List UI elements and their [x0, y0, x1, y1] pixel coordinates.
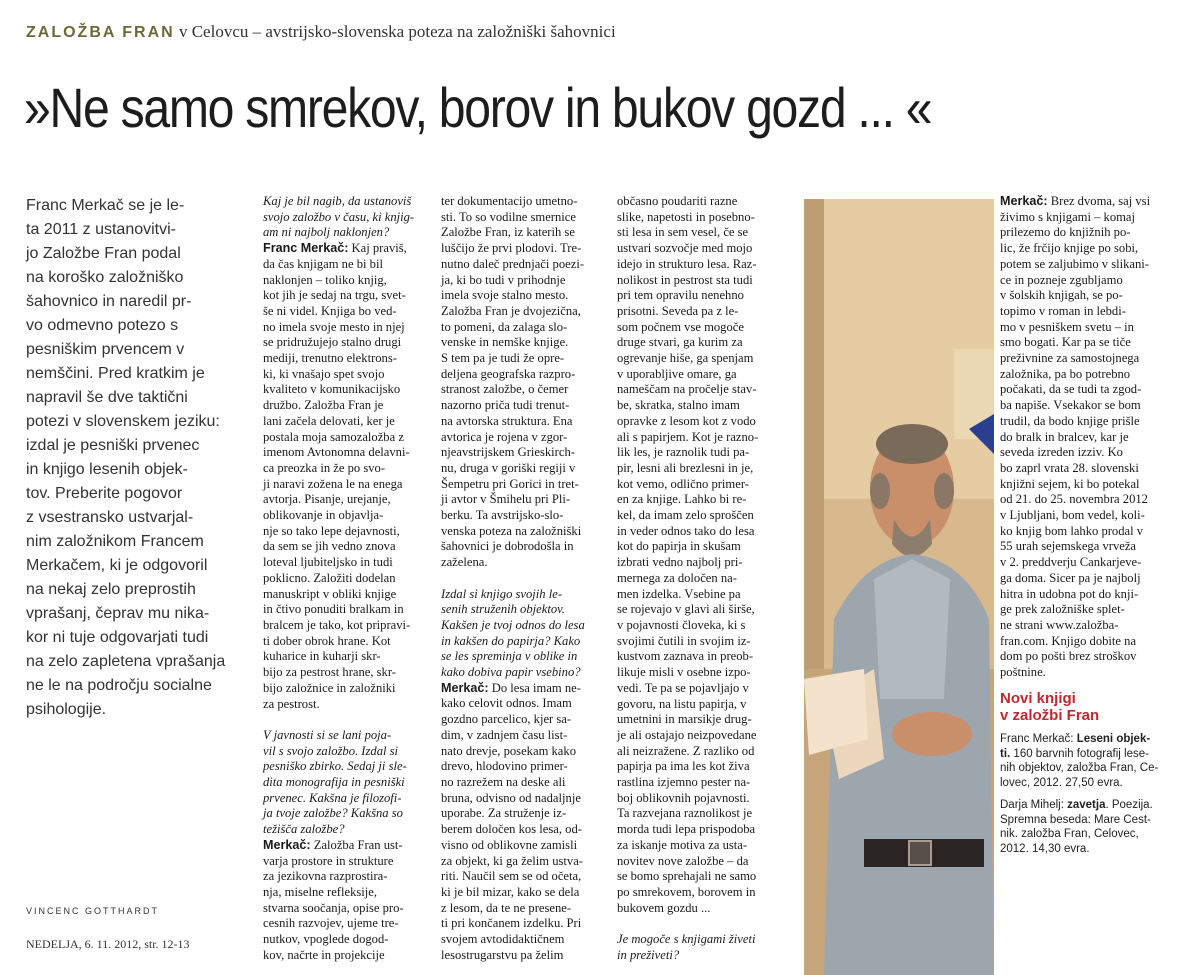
- speaker-label: Merkač:: [1000, 194, 1048, 208]
- page-footer: NEDELJA, 6. 11. 2012, str. 12-13: [26, 937, 190, 951]
- headline: »Ne samo smrekov, borov in bukov gozd ... «: [24, 76, 932, 139]
- text-line: berem določen kos lesa, od-: [441, 822, 582, 837]
- text-line: opravke z lesom kot z vodo: [617, 413, 756, 428]
- portrait-illustration: [804, 199, 994, 975]
- text-line: ge prek založniške splet-: [1000, 602, 1125, 617]
- text-line: postala moja samozaložba z: [263, 429, 404, 444]
- text-line: riti. Naučil sem se od očeta,: [441, 869, 582, 884]
- question-line: senih struženih objektov.: [441, 602, 565, 617]
- question-line: Kaj je bil nagib, da ustanoviš: [263, 194, 412, 208]
- text-line: ne strani www.založba-: [1000, 617, 1119, 632]
- text-line: potem se zaljubimo v slikani-: [1000, 256, 1149, 271]
- intro-line: nim založnikom Francem: [26, 533, 204, 550]
- intro-line: na zelo zapletena vprašanja: [26, 653, 226, 670]
- text-line: je ali ostajajo neizpovedane: [617, 727, 757, 742]
- intro-line: kor ni tuje odgovarjati tudi: [26, 629, 209, 646]
- text-line: imenom Avtonomna delavni-: [263, 445, 410, 460]
- book-title: Leseni objek-: [1076, 733, 1151, 745]
- text-line: njeavstrijskem Grieskirch-: [441, 445, 575, 460]
- text-line: mo v pesniškem svetu – in: [1000, 319, 1134, 334]
- question-line: dita monografija in pesniški: [263, 775, 405, 789]
- intro-line: z vsestransko ustvarjal-: [26, 509, 194, 526]
- intro-line: ta 2011 z ustanovitvi-: [26, 221, 177, 238]
- intro-line: pesniškim prvencem v: [26, 341, 185, 358]
- question-line: prvenec. Kakšna je filozofi-: [263, 790, 402, 805]
- text-line: bruna, odvisno od nadaljnje: [441, 790, 581, 805]
- text-line: prilezemo do knjižnih po-: [1000, 225, 1131, 240]
- text-line: lani začela delovati, ker je: [263, 413, 395, 428]
- text-fragment: Franc Merkač:: [1000, 733, 1077, 745]
- book-line: [1000, 827, 1172, 842]
- text-line: men izdelka. Vsebine pa: [617, 586, 741, 601]
- intro-line: psihologije.: [26, 701, 107, 718]
- text-line: počakati, da se tudi ta zgod-: [1000, 382, 1142, 397]
- text-line: pir, lesni ali brezlesni in je,: [617, 460, 754, 475]
- text-line: občasno poudariti razne: [617, 194, 738, 208]
- text-line: 55 urah sejemskega vrveža: [1000, 539, 1137, 554]
- text-line: nato drevje, posekam kako: [441, 743, 576, 758]
- question-line: težišča založbe?: [263, 822, 345, 837]
- text-line: po smrekovem, borovem in: [617, 884, 756, 899]
- text-line: bo zaprl vrata 28. slovenski: [1000, 460, 1139, 475]
- text-line: Založbe Fran, iz katerih se: [441, 225, 575, 240]
- text-line: za pestrost.: [263, 696, 320, 711]
- intro-paragraph: [26, 194, 226, 722]
- text-line: ali s papirjem. Kot je razno-: [617, 429, 759, 444]
- text-line: ali neizražene. Z razliko od: [617, 743, 755, 758]
- text-line: deljena geografska razpro-: [441, 366, 576, 381]
- text-line: berku. Ta avstrijsko-slo-: [441, 508, 564, 523]
- text-line: za iskanje motiva za usta-: [617, 837, 748, 852]
- text-line: fran.com. Knjigo dobite na: [1000, 633, 1137, 648]
- text-line: ji avtor v Šmihelu pri Pli-: [441, 492, 571, 507]
- text-line: idejo in strukturo lesa. Raz-: [617, 256, 757, 271]
- article-column-4: [1000, 194, 1172, 681]
- text-line: za jezikovna razprostira-: [263, 869, 388, 884]
- book-title: ti.: [1000, 747, 1011, 760]
- book-title: zavetja: [1067, 799, 1106, 811]
- intro-line: nemščini. Pred kratkim je: [26, 365, 205, 382]
- text-line: kot vemo, odlično primer-: [617, 476, 749, 491]
- book-line: [1000, 798, 1172, 813]
- text-line: sti. To so vodilne smernice: [441, 209, 576, 224]
- text-line: ko knjig bom lahko prodal v: [1000, 523, 1144, 538]
- text-line: nazorno priča tudi trenut-: [441, 398, 570, 413]
- book-line: [1000, 761, 1172, 776]
- text-line: živimo s knjigami – komaj: [1000, 209, 1136, 224]
- text-line: ogrevanje hiše, ga spenjam: [617, 351, 754, 366]
- text-line: ja, ki bo tudi v prihodnje: [441, 272, 566, 287]
- text-line: venska poteza na založniški: [441, 523, 582, 538]
- text-line: to pomeni, da zalaga slo-: [441, 319, 568, 334]
- text-line: S tem pa je tudi že opre-: [441, 351, 565, 366]
- byline: VINCENC GOTTHARDT: [26, 906, 159, 916]
- text-line: založnika, pa bo potrebno: [1000, 366, 1131, 381]
- text-line: nu, druga v goriški regiji v: [441, 460, 576, 475]
- text-line: Ta razvejana raznolikost je: [617, 806, 753, 821]
- text-line: slike, napetosti in posebno-: [617, 209, 755, 224]
- book-entry-zavetja: [1000, 798, 1172, 856]
- question-line: V javnosti si se lani poja-: [263, 727, 392, 742]
- new-books-title: [1000, 690, 1172, 724]
- text-line: kot do papirja in skušam: [617, 539, 741, 554]
- text-line: nolikost in pestrost sta tudi: [617, 272, 753, 287]
- question-line: Kakšen je tvoj odnos do lesa: [441, 617, 585, 632]
- intro-line: Franc Merkač se je le-: [26, 197, 185, 214]
- text-line: šahovnici je dobrodošla in: [441, 539, 574, 554]
- question-line: ja tvoje založbe? Kakšna so: [263, 806, 403, 821]
- text-line: v Ljubljani, bom vedel, koli-: [1000, 508, 1145, 523]
- text-line: en za knjige. Lahko bi re-: [617, 492, 747, 507]
- text-line: topimo v roman in lebdi-: [1000, 303, 1126, 318]
- article-column-1: [263, 194, 433, 963]
- text-line: avtorica je rojena v zgor-: [441, 429, 568, 444]
- text-line: ce in pozneje zgubljamo: [1000, 272, 1123, 287]
- paragraph-gap: [617, 916, 797, 932]
- text-line: mernega za določen na-: [617, 570, 737, 585]
- portrait-photo: [804, 199, 994, 975]
- text-line: kvaliteto v komunikacijsko: [263, 382, 401, 397]
- text-line: in veder odnos tako do lesa: [617, 523, 755, 538]
- book-line: [1000, 776, 1172, 791]
- text-line: bralcem je tako, kot pripravi-: [263, 617, 411, 632]
- text-line: prisotni. Seveda pa z le-: [617, 303, 739, 318]
- text-line: kov, načrte in projekcije: [263, 947, 385, 962]
- question-line: se les spreminja v oblike in: [441, 649, 578, 664]
- intro-line: vprašanj, čeprav mu nika-: [26, 605, 210, 622]
- text-line: varja prostore in strukture: [263, 853, 394, 868]
- text-line: knjižni sejem, ki bo potekal: [1000, 476, 1140, 491]
- text-line: na avtorska struktura. Ena: [441, 413, 573, 428]
- question-line: vil s svojo založbo. Izdal si: [263, 743, 399, 758]
- text-line: Šempetru pri Gorici in tret-: [441, 476, 579, 491]
- title-line: Novi knjigi: [1000, 690, 1076, 707]
- intro-line: na nekaj zelo preprostih: [26, 581, 196, 598]
- text-line: nutno daleč prednjači poezi-: [441, 256, 585, 271]
- kicker-text: v Celovcu – avstrijsko-slovenska poteza na založniški šahovnici: [174, 22, 616, 41]
- article-column-3: [617, 194, 797, 963]
- text-line: boj oblikovnih pojavnosti.: [617, 790, 750, 805]
- text-line: izbrati vedno najbolj pri-: [617, 555, 743, 570]
- text-line: Založba Fran je dvojezična,: [441, 303, 581, 318]
- speaker-label: Merkač:: [441, 680, 489, 695]
- text-line: ti dober obrok hrane. Kot: [263, 633, 391, 648]
- book-line: [1000, 747, 1172, 762]
- text-line: pri tem opravilu nenehno: [617, 288, 744, 303]
- text-line: vedi. Te pa se pojavljajo v: [617, 680, 749, 695]
- text-line: dim, v zadnjem času list-: [441, 727, 568, 742]
- book-line: [1000, 842, 1172, 857]
- text-line: lik les, je raznolik tudi pa-: [617, 445, 750, 460]
- text-line: kot jih je sedaj na trgu, svet-: [263, 288, 406, 303]
- text-line: kako celovit odnos. Imam: [441, 696, 572, 711]
- text-line: venske in nemške knjige.: [441, 335, 569, 350]
- text-line: lesostrugarstvu pa želim: [441, 947, 564, 962]
- text-line: ki je bil mizar, kako se dela: [441, 884, 580, 899]
- text-line: mediji, trenutno elektrons-: [263, 351, 397, 366]
- text-line: likuje misli v osebne izpo-: [617, 665, 751, 680]
- text-line: in čtivo ponuditi bralkam in: [263, 602, 404, 617]
- text-line: nje so tako lepe dejavnosti,: [263, 523, 400, 538]
- text-line: visno od oblikovne zamisli: [441, 837, 578, 852]
- text-line: cesnih razvojev, ujeme tre-: [263, 916, 399, 931]
- text-line: smo bogati. Kar pa se tiče: [1000, 335, 1131, 350]
- text-line: nja, miselne refleksije,: [263, 884, 378, 899]
- text-line: rastlina izjemno pester na-: [617, 775, 751, 790]
- text-line: imela svoje stalno mesto.: [441, 288, 569, 303]
- text-line: se rojevajo v glavi ali širše,: [617, 602, 755, 617]
- text-line: naklonjen – toliko knjig,: [263, 272, 387, 287]
- text-line: papirja pa ima les kot živa: [617, 759, 750, 774]
- text-line: svojimi čutili in svojim iz-: [617, 633, 751, 648]
- text-line: svojem avtodidaktičnem: [441, 932, 565, 947]
- text-line: umetnini in marsikje drug-: [617, 712, 752, 727]
- book-entry-leseni-objekti: [1000, 732, 1172, 790]
- text-line: uporabe. Za struženje iz-: [441, 806, 567, 821]
- text-line: [263, 838, 433, 854]
- intro-line: vo odmevno potezo s: [26, 317, 179, 334]
- text-fragment: Darja Mihelj:: [1000, 799, 1068, 811]
- question-line: in kakšen do papirja? Kako: [441, 633, 581, 648]
- text-line: se bomo sprehajali ne samo: [617, 869, 757, 884]
- question-line: svojo založbo v času, ki knjig-: [263, 209, 415, 224]
- text-fragment: . Poezija.: [1105, 799, 1153, 811]
- text-line: gozdno parcelico, kjer sa-: [441, 712, 572, 727]
- text-line: da sem se jih vedno znova: [263, 539, 396, 554]
- paragraph-gap: [263, 712, 433, 728]
- text-line: nameščam na pročelje stav-: [617, 382, 757, 397]
- text-line: v pojavnosti človeka, ki s: [617, 617, 746, 632]
- intro-line: Merkačem, ki je odgovoril: [26, 557, 208, 574]
- text-line: da čas knjigam ne bi bil: [263, 256, 383, 271]
- book-line: [1000, 732, 1172, 747]
- text-line: kustvom zaznava in preob-: [617, 649, 754, 664]
- question-line: Je mogoče s knjigami živeti: [617, 932, 756, 947]
- book-line: [1000, 813, 1172, 828]
- text-line: sti lesa in sem vesel, če se: [617, 225, 749, 240]
- question-line: Izdal si knjigo svojih le-: [441, 586, 563, 601]
- text-line: z lesom, da te ne presene-: [441, 900, 572, 915]
- kicker-brand: ZALOŽBA FRAN: [26, 24, 175, 41]
- intro-line: tov. Preberite pogovor: [26, 485, 183, 502]
- text-line: morda tudi lepa prispodoba: [617, 822, 756, 837]
- text-line: no razrežem na deske ali: [441, 775, 566, 789]
- text-line: bukovem gozdu ...: [617, 900, 711, 915]
- intro-line: jo Založbe Fran podal: [26, 245, 181, 262]
- text-fragment: 160 barvnih fotografij lese-: [1010, 747, 1149, 760]
- text-line: se pridružujejo stalno drugi: [263, 335, 402, 350]
- question-line: in preživeti?: [617, 947, 680, 962]
- intro-line: in knjigo lesenih objek-: [26, 461, 188, 478]
- text-line: družbo. Založba Fran je: [263, 398, 384, 413]
- text-fragment: Brez dvoma, saj vsi: [1047, 194, 1151, 208]
- text-line: v uporabljive omare, ga: [617, 366, 737, 381]
- text-fragment: Kaj praviš,: [348, 241, 407, 256]
- text-line: poštnine.: [1000, 665, 1046, 680]
- intro-line: ne le na področju socialne: [26, 677, 212, 694]
- text-line: v 2. preddverju Cankarjeve-: [1000, 555, 1142, 570]
- kicker: [26, 22, 616, 42]
- text-line: loteval ljubiteljsko in tudi: [263, 555, 393, 570]
- text-line: trudil, da bodo knjige prišle: [1000, 413, 1140, 428]
- text-line: zaželena.: [441, 555, 488, 570]
- question-line: am ni najbolj naklonjen?: [263, 225, 390, 240]
- text-line: [1000, 194, 1172, 210]
- text-fragment: Založba Fran ust-: [310, 837, 403, 852]
- text-line: avtorja. Pisanje, urejanje,: [263, 492, 391, 507]
- text-fragment: lovec, 2012. 27,50 evra.: [1000, 776, 1123, 789]
- text-line: za objekt, ki ga želim ustva-: [441, 853, 583, 868]
- text-line: manuskript v obliki knjige: [263, 586, 397, 601]
- text-line: v šolskih knjigah, se po-: [1000, 288, 1123, 303]
- text-line: ti pri končanem izdelku. Pri: [441, 916, 582, 931]
- text-fragment: Do lesa imam ne-: [488, 680, 581, 695]
- text-line: drevo, hlodovino primer-: [441, 759, 568, 774]
- text-line: oblikovanje in objavlja-: [263, 508, 384, 523]
- text-fragment: nik. založba Fran, Celovec,: [1000, 828, 1139, 840]
- intro-line: izdal je pesniški prvenec: [26, 437, 200, 454]
- text-line: be, skratka, stalno imam: [617, 398, 740, 413]
- text-line: stranost založbe, o čemer: [441, 382, 569, 397]
- text-line: še ni videl. Knjiga bo ved-: [263, 303, 397, 318]
- text-fragment: nih objektov, založba Fran, Ce-: [1000, 762, 1159, 774]
- text-line: poklicno. Založiti dodelan: [263, 570, 396, 585]
- question-line: pesniško zbirko. Sedaj ji sle-: [263, 759, 407, 774]
- text-line: [441, 681, 606, 697]
- text-line: ustvari sozvočje med mojo: [617, 241, 753, 256]
- intro-line: potezi v slovenskem jeziku:: [26, 413, 220, 430]
- speaker-label: Franc Merkač:: [263, 241, 349, 256]
- speaker-label: Merkač:: [263, 837, 311, 852]
- text-line: od 21. do 25. novembra 2012: [1000, 492, 1148, 507]
- paragraph-gap: [441, 571, 606, 587]
- text-line: ter dokumentacijo umetno-: [441, 194, 578, 208]
- text-line: kel, da imam zelo sproščen: [617, 508, 754, 523]
- text-line: stvarna soočanja, opise pro-: [263, 900, 404, 915]
- text-line: bijo založnice in založniki: [263, 680, 396, 695]
- article-column-2: [441, 194, 606, 963]
- text-line: seveda izreden izziv. Ko: [1000, 445, 1123, 460]
- text-line: dom po pošti brez stroškov: [1000, 649, 1137, 664]
- text-line: no imela svoje mesto in njej: [263, 319, 405, 334]
- text-line: ca preozka in že po svo-: [263, 460, 386, 475]
- text-line: som počnem vse mogoče: [617, 319, 744, 334]
- text-fragment: 2012. 14,30 evra.: [1000, 842, 1090, 855]
- intro-line: napravil še dve taktični: [26, 389, 188, 406]
- text-line: ki, ki vnašajo spet svojo: [263, 366, 385, 381]
- text-line: novitev nove založbe – da: [617, 853, 749, 868]
- text-line: nutkov, vpoglede dogod-: [263, 932, 389, 947]
- text-line: ga doma. Sicer pa je najbolj: [1000, 570, 1141, 585]
- text-line: kuharice in kuharji skr-: [263, 649, 381, 664]
- new-books-box: [1000, 690, 1172, 856]
- title-line: v založbi Fran: [1000, 707, 1100, 724]
- text-line: druge stvari, ga kurim za: [617, 335, 743, 350]
- text-line: govoru, na listu papirja, v: [617, 696, 747, 711]
- text-fragment: Spremna beseda: Mare Cest-: [1000, 813, 1151, 826]
- text-line: luščijo že prvi plodovi. Tre-: [441, 241, 582, 256]
- text-line: hitra in udobna pot do knji-: [1000, 586, 1139, 601]
- text-line: lic, že frčijo knjige po sobi,: [1000, 241, 1139, 256]
- text-line: [263, 241, 433, 257]
- text-line: ba napiše. Vsekakor se bom: [1000, 398, 1141, 413]
- question-line: kako dobiva papir vsebino?: [441, 665, 581, 680]
- text-line: do bralk in bralcev, kar je: [1000, 429, 1129, 444]
- text-line: ji naravi zožena le na enega: [263, 476, 403, 491]
- intro-line: na koroško založniško: [26, 269, 184, 286]
- intro-line: šahovnico in naredil pr-: [26, 293, 192, 310]
- text-line: bijo za pestrost hrane, skr-: [263, 665, 396, 680]
- text-line: preživnine za samostojnega: [1000, 351, 1140, 366]
